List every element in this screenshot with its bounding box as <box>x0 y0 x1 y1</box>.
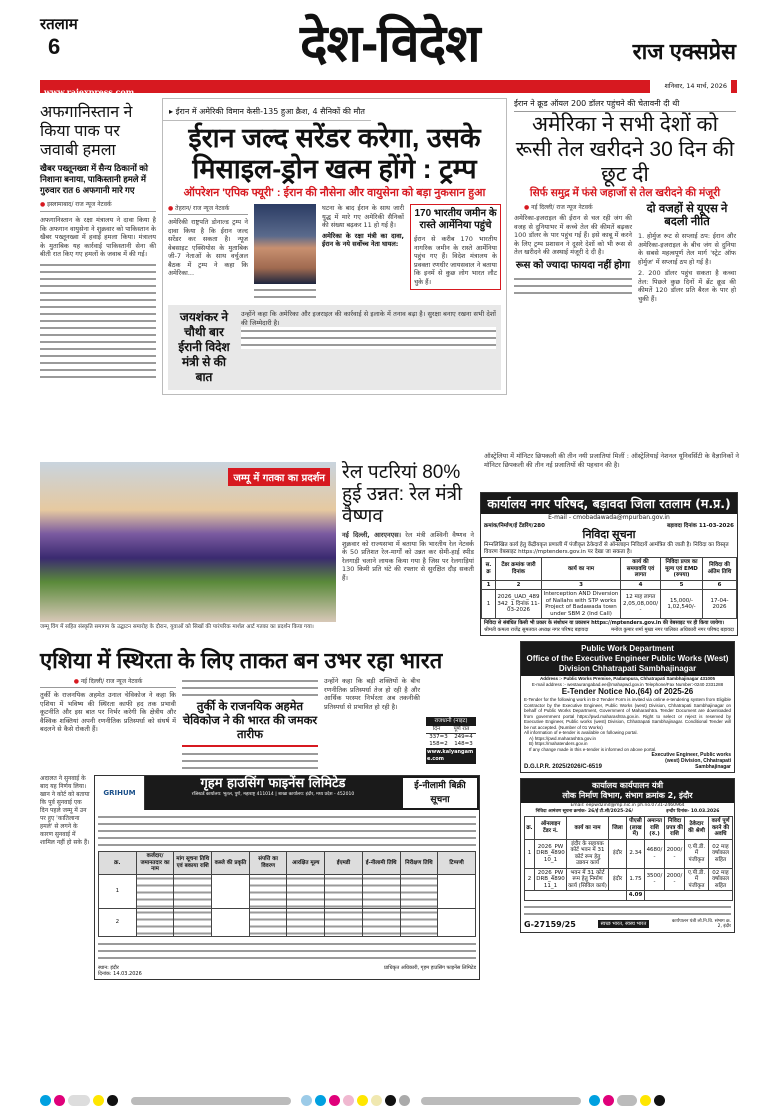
body-text: घटना के बाद ईरान के साथ जारी युद्ध में मारे गए अमेरिकी सैनिकों की संख्या बढ़कर 11 हो गई है। <box>322 204 404 229</box>
table-header: कार्य पूर्ण करने की अवधि <box>709 817 733 840</box>
text-filler <box>524 903 731 917</box>
gatka-photo <box>40 462 336 622</box>
table-header: निविदा प्रपत्र की राशि <box>666 818 683 837</box>
address: Address :- Public Works Premise, Padampura, Chhatrapati Sambhajinagar 431005 <box>540 676 715 681</box>
signatory: प्राधिकृत अधिकारी, गृहम हाउसिंग फाइनेंस लिमिटेड <box>384 964 476 971</box>
tender-table <box>481 557 737 619</box>
byline: ● इस्लामाबाद/ राज न्यूज नेटवर्क <box>40 200 156 212</box>
table-header: मांग सूचना तिथि एवं बकाया राशि <box>174 852 212 875</box>
signatory-left: श्रीमती कमला राजेंद्र सुमतवत अध्यक्ष नगर परिषद बड़ावदा <box>484 627 589 633</box>
notice-date: दिनांक: 14.03.2026 <box>98 970 142 977</box>
table-header: आरक्षित मूल्य <box>287 852 325 875</box>
subhead: खैबर पख्तूनख्वा में सैन्य ठिकानों को निशाना बनाया, पाकिस्तानी हमले में गुरुवार रात 6 अफगानी मारे गए <box>40 163 148 195</box>
byline: नई दिल्ली, आरएनएस। <box>342 531 402 539</box>
body-text: अमेरिका-इजराइल की ईरान से चल रही जंग की वजह से दुनियाभर में कच्चे तेल की कीमतें बढ़कर 100 डॉलर के पार पहुंच गई हैं। इसे काबू में करने के लिए ट्रम्प प्रशासन ने दूसरे देशों को भी रूस से तेल खरीदने की अस्थाई मंजूरी दे दी है। <box>514 214 632 256</box>
sidebar-point-2: 2. 200 डॉलर पहुंच सकता है कच्चा तेल: पिछले कुछ दिनों में ब्रेंट क्रूड की कीमतें 120 डॉलर प्रति बैरल के पार हो चुकी हैं। <box>638 269 736 303</box>
portal-link[interactable]: A) https://pwd.maharashtra.gov.in <box>529 735 596 741</box>
dept-title: लोक निर्माण विभाग, संभाग क्रमांक 2, इंदौर <box>562 791 693 800</box>
table-cell: ए.पी.डी. में पंजीकृत <box>685 868 709 891</box>
table-cell: 17-04-2026 <box>703 590 737 619</box>
table-header: पीएसी (लाख में) <box>627 817 645 840</box>
asia-col3 <box>324 677 420 711</box>
ref: निविदा आमंत्रण सूचना क्रमांक- 26/ई टी.सी/2025-26/ <box>535 808 633 814</box>
table-row <box>99 908 476 936</box>
table-header: ठेकेदार की श्रेणी <box>685 817 709 840</box>
table-header: निविदा की अंतिम तिथि <box>703 558 737 581</box>
slogan: स्वच्छ भारत, स्वस्थ भारत <box>598 920 650 928</box>
table-row <box>525 839 733 868</box>
notice-heading: निविदा सूचना <box>582 529 636 541</box>
text-filler <box>182 677 318 697</box>
ref: क्रमांक/निर्माण/ई टेंडरिंग/280 <box>484 523 545 529</box>
table-cell: इंदौर <box>609 839 627 868</box>
table-cell: 02 माह वर्षाकाल सहित <box>709 868 733 891</box>
text-filler <box>514 275 632 295</box>
email: Email: eepwd2ind@mp.nic.in ph.no.0731-2460964 <box>570 803 685 808</box>
table-header: 5 <box>661 580 703 590</box>
kalyan-box <box>426 717 476 764</box>
table-cell: 02 माह वर्षाकाल सहित <box>709 839 733 868</box>
trump-photo <box>254 204 316 284</box>
kalyan-col: पूर्ण रात <box>453 726 470 732</box>
tender-notice <box>480 492 738 636</box>
box-text: ईरान से करीब 170 भारतीय नागरिक जमीन के रास्ते आर्मेनिया पहुंच गए हैं। विदेश मंत्रालय के प्रवक्ता रणधीर जायसवाल ने बताया कि इनमें से कुछ लोग भारत लौट चुके हैं। <box>414 235 497 286</box>
photo-tag: जम्मू में गतका का प्रदर्शन <box>228 468 330 486</box>
subhead-2: रूस को ज्यादा फायदा नहीं होगा <box>515 259 631 271</box>
table-header: संपत्ति का विवरण <box>249 852 287 875</box>
table-header: 4 <box>621 580 661 590</box>
australia-brief: ऑस्ट्रेलिया में मॉनिटर छिपकली की तीन नयी प्रजातियां मिलीं : ऑस्ट्रेलियाई नेशनल यूनिवर्सिटी के वैज्ञानिकों ने मॉनिटर छिपकली की तीन नई प्रजातियों की पहचान की है। <box>484 452 739 469</box>
notice-footer: निविदा से संबंधित किसी भी प्रकार के संशोधन या प्रकाशन https://mptenders.gov.in की वेबसाइट पर ही किया जायेगा। <box>484 620 725 626</box>
date: शनिवार, 14 मार्च, 2026 <box>650 80 731 93</box>
jaishankar-box <box>168 305 501 390</box>
table-cell: 2 <box>525 868 535 891</box>
table-cell: 3500/- <box>645 868 665 891</box>
table-header: स. क्र <box>482 558 496 581</box>
body-text: तुर्की के राजनयिक अहमेत उनाल चेविकोज ने कहा कि एशिया में भविष्य की स्थिरता काफी हद तक प्रभावी कूटनीति और इस बात पर निर्भर करेगी कि क्षेत्रीय और वैश्विक शक्तियां अपनी रणनीतिक प्रतिस्पर्धा को संघर्ष में बदलने से कैसे रोकती हैं। <box>40 691 176 733</box>
dgipr-code: D.G.I.P.R. 2025/2026/C-6519 <box>524 764 602 770</box>
signatory: कार्यपालन यंत्री लो.नि.वि. संभाग क्र. 2, इंदौर <box>671 918 731 929</box>
office-title: कार्यालय कार्यपालन यंत्री <box>591 781 664 790</box>
kalyan-value: 148=3 <box>454 741 473 747</box>
signatory-right: मनोज कुमार शर्मा मुख्य नगर पालिका अधिकारी नगर परिषद बड़ावदा <box>611 627 734 633</box>
table-cell: भवन में 31 कोर्ट रूम हेतु निर्माण कार्य (सिविल कार्य) <box>568 869 607 889</box>
kalyan-value: 337=3 <box>429 734 448 740</box>
right-notices <box>480 492 738 933</box>
notice-date: इन्दौर दिनांक- 10.03.2026 <box>666 808 720 814</box>
right-story <box>514 98 736 303</box>
table-header: टिप्पणी <box>438 852 476 875</box>
byline: ● नई दिल्ली/ राज न्यूज नेटवर्क <box>40 677 176 688</box>
byline: ● नई दिल्ली/ राज न्यूज नेटवर्क <box>524 203 632 211</box>
notice-title: कार्यालय नगर परिषद, बड़ावदा जिला रतलाम (म.प्र.) <box>481 493 737 514</box>
section-title: देश-विदेश <box>300 15 480 73</box>
table-cell: इंदौर <box>609 868 627 891</box>
table-header: कार्य का नाम <box>567 817 609 840</box>
table-header: निरीक्षण तिथि <box>400 852 438 875</box>
header-bar <box>40 80 650 97</box>
text-filler <box>98 813 476 848</box>
table-cell: 4680/- <box>645 839 665 868</box>
notice-number: E-Tender Notice No.(64) of 2025-26 <box>561 687 694 696</box>
table-header: कब्जे की प्रकृति <box>212 852 250 875</box>
city-label <box>40 14 78 60</box>
color-registration-bar <box>40 1095 668 1106</box>
body-text: अमेरिकी राष्ट्रपति डोनाल्ड ट्रम्प ने दावा किया है कि ईरान जल्द सरेंडर कर सकता है। न्यूज वेबसाइट एक्सियोस के मुताबिक जी-7 नेताओं के साथ वर्चुअल बैठक में ट्रम्प ने कहा कि अमेरिका... <box>168 218 248 277</box>
lnv-notice <box>520 778 735 933</box>
table-header: कर्जदार/जमानतदार का नाम <box>136 852 174 875</box>
body-text: उन्होंने कहा कि बड़ी शक्तियों के बीच रणनीतिक प्रतिस्पर्धा तेज हो रही है और आर्थिक परस्पर निर्भरता अब तकनीकी प्रतिस्पर्धा से प्रभावित हो रही है। <box>324 677 420 711</box>
table-cell: 2.34 <box>627 839 645 868</box>
auction-table <box>98 851 476 937</box>
asia-headline: एशिया में स्थिरता के लिए ताकत बन उभर रहा भारत <box>40 648 443 673</box>
headline: रेल पटरियां 80% हुई उन्नत: रेल मंत्री वैष्णव <box>342 462 463 527</box>
table-cell: 2000/- <box>665 868 685 891</box>
row-number: 1 <box>99 874 137 908</box>
table-cell: 1 <box>482 590 496 619</box>
table-cell: 1 <box>525 839 535 868</box>
asia-col2 <box>182 677 318 770</box>
subhead-2: अमेरिका के रक्षा मंत्री का दावा, ईरान के नये सर्वोच्च नेता घायल: <box>322 231 404 248</box>
signatory: Executive Engineer, Public works (west) Division, Chhatrapati Sambhajinagar <box>651 752 731 770</box>
text-filler <box>254 286 316 300</box>
lead-story <box>162 98 507 395</box>
kalyan-title: राजधानी (नाइट) <box>426 717 476 726</box>
body-text: रेल मंत्री अश्विनी वैष्णव ने शुक्रवार को राज्यसभा में बताया कि भारतीय रेल नेटवर्क के 50 प्रतिशत रेल-मार्गों को उन्नत कर सेमी-हाई स्पीड रेलगाड़ी चलाने लायक किया गया है जिस पर रेलगाड़ियां 130 किमी प्रति घंटे की रफ्तार से सुरक्षित दौड़ सकती हैं। <box>342 531 474 582</box>
box-text: उन्होंने कहा कि अमेरिका और इजराइल की कार्रवाई से इलाके में तनाव बढ़ा है। सुरक्षा बनाए रखना सभी देशों की जिम्मेदारी है। <box>241 310 496 327</box>
table-cell: 2026_PWDRB_489010_1 <box>535 839 567 868</box>
table-cell: 12 माह लागत 2,05,08,000/- <box>621 590 661 619</box>
portal-intro: All information of e-tender is available on following portal. <box>524 730 638 735</box>
header-bar-end <box>731 80 737 93</box>
table-header: ईएमडी <box>325 852 363 875</box>
table-cell: 1.75 <box>627 868 645 891</box>
notice-code: G-27159/25 <box>524 919 576 929</box>
left-story <box>40 103 156 381</box>
kalyan-col: दिन <box>432 726 441 732</box>
text-filler <box>98 940 476 962</box>
eauction-label: ई-नीलामी बिक्री सूचना <box>401 776 479 810</box>
table-cell: Interception AND Diversion of Nallahs with STP works Project of Badawada town under SBM 2 (Ind Call) <box>542 590 621 619</box>
notice-body: E-Tender for the following work in B-2 Tender Form is invited via online e-tendering system from Eligible Contractor by the Executive Engineer, Public Works (west) Division, Chhatrapati Sambhajinagar on behalf of Public Works Department, Government of Maharashtra. Tender Document are downloaded from government portal https://pwd.maharashtra.gov.in. Right to select or reject is reserved by Executive Engineer, Public works (west) Division, Chhatrapati Sambhajinagar. Conditional Tender will be not accepted. (Number of 01 Works) <box>524 697 731 730</box>
table-cell: 2000/- <box>665 839 685 868</box>
table-header: 1 <box>482 580 496 590</box>
box-title: 170 भारतीय जमीन के रास्ते आर्मेनिया पहुंचे <box>414 208 497 231</box>
place: स्थान: इंदौर <box>98 964 119 971</box>
body-text: अदालत ने सुनवाई के बाद यह निर्णय लिया। खान ने कोर्ट को बताया कि पूर्व सुनवाई एक दिन पहले जम्मू में उन पर हुए 'कातिलाना हमले' से लगने के कारण सुनवाई में शामिल नहीं हो सके हैं। <box>40 775 90 846</box>
gruh-logo: GRIHUM <box>95 776 145 810</box>
city: रतलाम <box>40 16 78 33</box>
headline: ईरान जल्द सरेंडर करेगा, उसके मिसाइल-ड्रोन खत्म होंगे : ट्रम्प <box>188 123 481 184</box>
table-header: ऑनलाइन टेंडर नं. <box>535 817 567 840</box>
table-header: अमानत राशि (रु.) <box>645 817 665 840</box>
table-header: कार्य की समयावधि एवं लागत <box>621 558 661 581</box>
row-number: 2 <box>99 908 137 936</box>
table-cell: 15,000/- 1,02,540/- <box>661 590 703 619</box>
table-row <box>99 874 476 908</box>
armenia-box <box>410 204 501 290</box>
headline: अफगानिस्तान ने किया पाक पर जवाबी हमला <box>40 104 133 159</box>
table-cell: 2026_PWDRB_489011_1 <box>536 869 565 889</box>
table-header: 2 <box>496 580 542 590</box>
kicker: ▸ ईरान में अमेरिकी विमान केसी-135 हुआ क्रैश, 4 सैनिकों की मौत <box>163 103 371 121</box>
byline: ● तेहरान/ राज न्यूज नेटवर्क <box>168 204 248 215</box>
email: E-mail - cmobadawada@mpurban.gov.in <box>548 514 670 521</box>
table-header: ई-नीलामी तिथि <box>362 852 400 875</box>
kicker-text: ईरान में अमेरिकी विमान केसी-135 हुआ क्रैश, 4 सैनिकों की मौत <box>175 107 365 116</box>
gruh-notice <box>94 775 480 980</box>
kicker: ईरान ने क्रूड ऑयल 200 डॉलर पहुंचने की चेतावनी दी थी <box>514 98 736 112</box>
kalyan-value: 158=2 <box>429 741 448 747</box>
table-cell: इंदौर के सहायक कोर्ट भवन में 31 कोर्ट रूम हेतु उन्नयन कार्य <box>567 839 609 868</box>
kalyan-link[interactable]: www.kalyangame.com <box>426 748 476 764</box>
quote-box: तुर्की के राजनयिक अहमेत चेविकोज ने की भारत की जमकर तारीफ <box>182 700 318 747</box>
asia-story <box>40 648 480 770</box>
body-text: अफगानिस्तान के रक्षा मंत्रालय ने दावा किया है कि अफगान वायुसेना ने शुक्रवार को पाकिस्तान के खैबर पख्तूनख्वा में हवाई हमला किया। मंत्रालय के मुताबिक यह कार्रवाई पाकिस्तानी सेना की बीती रात किए गए हमलों के जवाब में की गई। <box>40 216 156 258</box>
brand-logo: राज एक्सप्रेस <box>632 39 736 64</box>
sidebar-point-1: 1. होर्मुज रूट से सप्लाई ठप: ईरान और अमेरिका-इजराइल के बीच जंग से दुनिया के सबसे महत्वपूर्ण तेल मार्ग 'स्ट्रेट ऑफ होर्मुज' में सप्लाई ठप हो गई है। <box>638 232 736 266</box>
table-cell: 2026_UAD_489342_1 दिनांक 11-03-2026 <box>496 590 542 619</box>
text-filler <box>241 327 496 349</box>
rail-story <box>342 462 474 582</box>
box-title: जयशंकर ने चौथी बार ईरानी विदेश मंत्री से की बात <box>178 310 230 384</box>
text-filler <box>40 261 156 381</box>
office-title: Office of the Executive Engineer Public Works (West) Division Chhatrapati Sambhajinagar <box>526 654 729 673</box>
table-header: 3 <box>542 580 621 590</box>
side-story <box>40 775 90 847</box>
company-address: रजिस्टर्ड कार्यालय: भूतल, पुणे, महाराष्ट्र 411014 | शाखा कार्यालय: इंदौर, मध्य प्रदेश - 452010 <box>191 792 355 797</box>
subhead: ऑपरेशन 'एपिक फ्यूरी' : ईरान की नौसेना और वायुसेना को बड़ा नुकसान हुआ <box>183 187 486 199</box>
table-header: क्र. <box>525 817 535 840</box>
table-header: क्र. <box>99 852 137 875</box>
company-name: गृहम हाउसिंग फाइनेंस लिमिटेड <box>200 776 346 791</box>
table-header: निविदा प्रपत्र का मूल्य एवं EMD (रुपया) <box>661 558 703 581</box>
website-link[interactable]: www.rajexpress.com <box>44 87 135 97</box>
portal-link[interactable]: B) https://mahatenders.gov.in <box>529 741 588 746</box>
total: 4.09 <box>627 891 645 901</box>
table-header: 6 <box>703 580 737 590</box>
asia-col1 <box>40 677 176 734</box>
left-lower-region <box>40 648 480 980</box>
subhead: सिर्फ समुद्र में फंसे जहाजों से तेल खरीदने की मंजूरी <box>529 187 721 199</box>
text-filler <box>182 750 318 770</box>
kalyan-value: 249=4 <box>454 734 473 740</box>
table-header: कार्य का नाम <box>542 558 621 581</box>
notice-date: बड़ावदा दिनांक 11-03-2026 <box>667 523 734 529</box>
portal-note: If any change made in this e-tender is informed on above portal. <box>529 746 657 752</box>
page-number: 6 <box>48 34 61 59</box>
table-row <box>482 590 737 619</box>
table-header: जिला <box>609 817 627 840</box>
table-header: टेंडर क्रमांक जारी दिनांक <box>496 558 542 581</box>
dept-title: Public Work Department <box>581 644 674 653</box>
table-row <box>525 868 733 891</box>
table-cell: ए.पी.डी. में पंजीकृत <box>685 839 709 868</box>
sidebar-title: दो वजहों से यूएस ने बदली नीति <box>646 203 728 228</box>
pwd-notice <box>520 641 735 773</box>
lnv-table <box>524 816 733 901</box>
email: E-mail address :- westaurangabad.ee@mahapwd.gov.in Telephone/Fax Number:-0240 2331288 <box>531 681 724 687</box>
notice-intro: निम्नलिखित कार्य हेतु केंद्रीयकृत प्रणाली में पंजीकृत ठेकेदारों से ऑनलाइन निविदायें आमंत्रित की जाती है। निविदा का विस्तृत विवरण वेबसाइट https://mptenders.gov.in पर देखा जा सकता है। <box>484 542 729 555</box>
headline: अमेरिका ने सभी देशों को रूसी तेल खरीदने 30 दिन की छूट दी <box>515 113 735 186</box>
photo-caption: जम्मू विंग में सहित संस्कृति समागम के उद्घाटन समारोह के दौरान, युवाओं को सिखों की पारंपरिक मार्शल आर्ट गतका का प्रदर्शन किया गया। <box>40 624 314 630</box>
